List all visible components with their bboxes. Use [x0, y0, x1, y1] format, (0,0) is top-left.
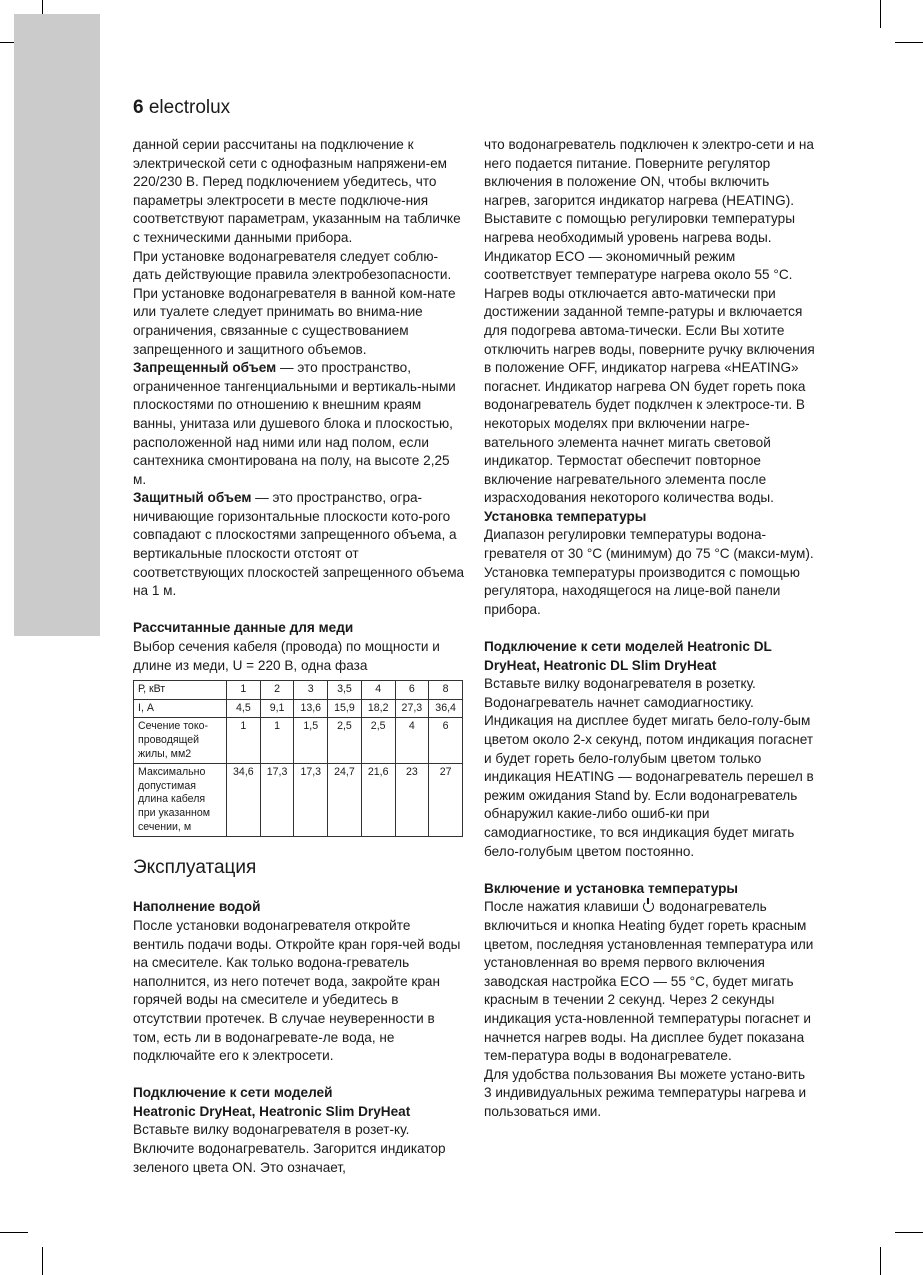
paragraph: При установке водонагревателя следует соблю-дать действующие правила электробезопасности.	[133, 248, 452, 283]
page-header	[133, 95, 230, 121]
crop-mark	[42, 1247, 43, 1275]
table-cell: 1	[227, 681, 261, 700]
brand-name: electrolux	[148, 97, 231, 118]
table-cell: 4	[395, 718, 429, 764]
protective-volume-paragraph	[133, 489, 465, 601]
temp-heading: Установка температуры	[484, 508, 647, 524]
forbidden-volume-paragraph	[133, 359, 465, 489]
crop-mark	[895, 42, 923, 43]
power-text: После нажатия клавиши водонагреватель включиться и кнопка Heating будет гореть красным цветом, последняя установленная температура или установленная во время первого включения заводская настройка ECO — 55 °C, будет мигать красным в течении 2 секунд. Через 2 секунды индикация уста-новленной температуры погаснет и начнется нагрев воды. На дисплее будет показана тем-пература воды в водонагревателе.	[484, 899, 814, 1064]
table-cell: 17,3	[294, 764, 328, 837]
crop-mark	[880, 1247, 881, 1275]
table-row-label: Максимально допустимая длина кабеля при указанном сечении, м	[134, 764, 227, 837]
table-cell: 2,5	[328, 718, 362, 764]
table-cell: 27	[429, 764, 463, 837]
crop-mark	[0, 1232, 28, 1233]
term-protective-volume: Защитный объем	[133, 490, 252, 506]
side-tab	[14, 14, 100, 636]
table-cell: 1,5	[294, 718, 328, 764]
table-row	[134, 681, 463, 700]
table-row-label: Р, кВт	[134, 681, 227, 700]
table-cell: 1	[227, 718, 261, 764]
table-cell: 18,2	[361, 699, 395, 718]
temp-text: Диапазон регулировки температуры водона-гревателя от 30 °C (минимум) до 75 °C (макси-мум). Установка температуры производится с помощью регулятора, находящегося на лице-вой панели прибора.	[484, 527, 814, 617]
crop-mark	[895, 1232, 923, 1233]
table-cell: 2,5	[361, 718, 395, 764]
table-row	[134, 699, 463, 718]
table-row-label: Сечение токо-проводящей жилы, мм2	[134, 718, 227, 764]
table-cell: 4,5	[227, 699, 261, 718]
connect-heading-line2: Heatronic DryHeat, Heatronic Slim DryHeat	[133, 1103, 411, 1119]
protective-volume-text: — это пространство, огра-ничивающие горизонтальные плоскости кото-рого совпадают с плоскостями запрещенного объема, а вертикальные плоскости отстоят от соответствующих плоскостей запрещенного объема на 1 м.	[133, 490, 465, 599]
paragraph: данной серии рассчитаны на подключение к электрической сети с однофазным напряжени-ем 220/230 В. Перед подключением убедитесь, что параметры электросети в месте подключе-ния соответствуют параметрам, указанным на табличке с техническими данными прибора.	[133, 137, 461, 245]
dl-heading: Подключение к сети моделей Heatronic DL DryHeat, Heatronic DL Slim DryHeat	[484, 639, 772, 673]
table-cell: 27,3	[395, 699, 429, 718]
continued-text: что водонагреватель подключен к электро-сети и на него подается питание. Поверните регулятор включения в положение ON, чтобы включить нагрев, загорится индикатор нагрева (HEATING). Выставите с помощью регулировки температуры нагрева необходимый уровень нагрева воды. Индикатор ECO — экономичный режим соответствует температуре нагрева около 55 °C. Нагрев воды отключается авто-матически при достижении заданной темпе-ратуры и включается для подогрева автома-тически. Если Вы хотите отключить нагрев воды, поверните ручку включения в положение OFF, индикатор нагрева «HEATING» погаснет. Индикатор нагрева ON будет гореть пока водонагреватель будет подклчен к электросе-ти. В некоторых моделях при включении нагре-вательного элемента начнет мигать световой индикатор. Термостат обеспечит повторное включение нагревательного элемента после израсходования некоторого количества воды.	[484, 137, 815, 506]
table-cell: 24,7	[328, 764, 362, 837]
modes-text: Для удобства пользования Вы можете устано-вить 3 индивидуальных режима температуры нагрева и пользоваться ими.	[484, 1066, 807, 1119]
section-title-operation: Эксплуатация	[133, 856, 257, 878]
table-cell: 3,5	[328, 681, 362, 700]
crop-mark	[880, 0, 881, 28]
power-heading: Включение и установка температуры	[484, 880, 739, 896]
paragraph: При установке водонагревателя в ванной ком-нате или туалете следует принимать во внима-ние ограничения, связанные с существованием запрещенного и защитного объемов.	[133, 285, 456, 357]
power-icon	[643, 901, 654, 912]
left-column	[133, 136, 465, 1177]
table-cell: 21,6	[361, 764, 395, 837]
table-heading: Рассчитанные данные для меди	[133, 620, 354, 636]
dl-text: Вставьте вилку водонагревателя в розетку. Водонагреватель начнет самодиагностику. Индикация на дисплее будет мигать бело-голу-бым цветом около 2-х секунд, потом индикация погаснет и будет гореть бело-голубым цветом только индикация HEATING — водонагреватель перешел в режим ожидания Stand by. Если водонагреватель обнаружил какие-либо ошиб-ки при самодиагностике, то вся индикация будет мигать бело-голубым цветом постоянно.	[484, 676, 814, 859]
cable-table	[133, 680, 463, 837]
table-cell: 6	[395, 681, 429, 700]
table-cell: 2	[260, 681, 294, 700]
table-cell: 13,6	[294, 699, 328, 718]
right-column	[484, 136, 816, 1121]
table-cell: 6	[429, 718, 463, 764]
table-row	[134, 718, 463, 764]
forbidden-volume-text: — это пространство, ограниченное тангенциальными и вертикаль-ными плоскостями по отношению к внешним краям ванны, унитаза или душевого блока и плоскостью, расположенной над ними или над полом, если сантехника смонтирована на полу, на высоте 2,25 м.	[133, 360, 456, 487]
table-cell: 17,3	[260, 764, 294, 837]
page-number: 6	[133, 97, 144, 118]
table-cell: 23	[395, 764, 429, 837]
table-cell: 3	[294, 681, 328, 700]
connect-heading-line1: Подключение к сети моделей	[133, 1085, 333, 1101]
table-cell: 4	[361, 681, 395, 700]
filling-heading: Наполнение водой	[133, 899, 261, 915]
table-cell: 8	[429, 681, 463, 700]
table-row	[134, 764, 463, 837]
table-cell: 1	[260, 718, 294, 764]
table-cell: 36,4	[429, 699, 463, 718]
table-row-label: I, А	[134, 699, 227, 718]
table-cell: 9,1	[260, 699, 294, 718]
connect-text: Вставьте вилку водонагревателя в розет-ку. Включите водонагреватель. Загорится индикатор зеленого цвета ON. Это означает,	[133, 1122, 446, 1175]
table-cell: 15,9	[328, 699, 362, 718]
filling-text: После установки водонагревателя откройте вентиль подачи воды. Откройте кран горя-чей воды на смесителе. Как только водона-греватель наполнится, из него потечет вода, закройте кран горячей воды на смесителе и убедитесь в отсутствии протечек. В случае неуверенности в том, есть ли в водонагревате-ле вода, не подключайте его к электросети.	[133, 917, 461, 1064]
table-caption: Выбор сечения кабеля (провода) по мощности и длине из меди, U = 220 В, одна фаза	[133, 639, 440, 673]
term-forbidden-volume: Запрещенный объем	[133, 360, 277, 376]
table-cell: 34,6	[227, 764, 261, 837]
